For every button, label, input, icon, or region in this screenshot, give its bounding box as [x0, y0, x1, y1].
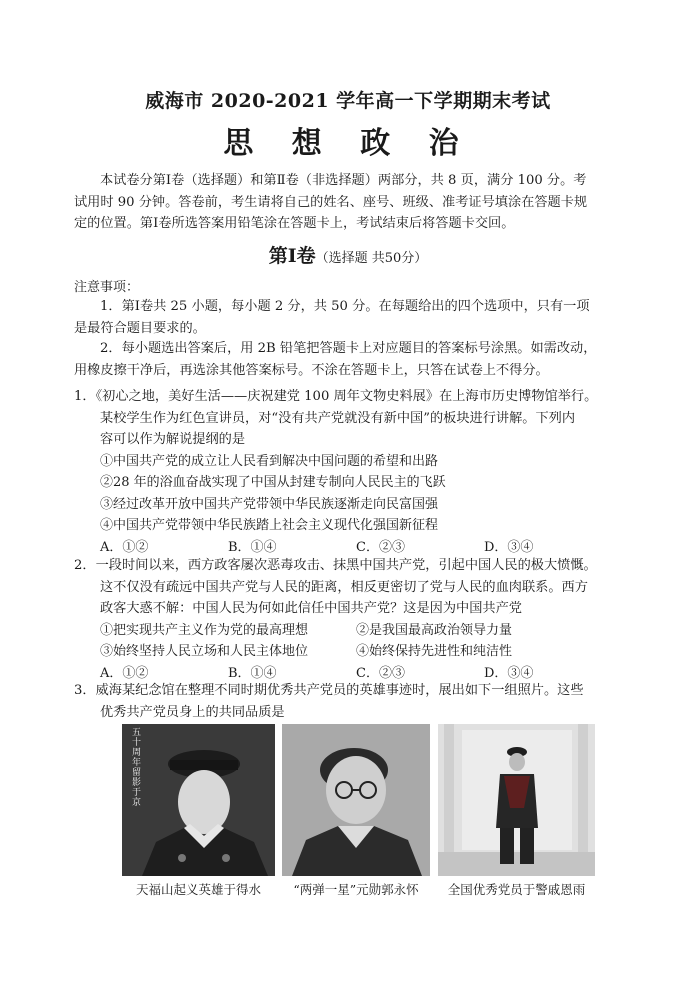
photo-inscription: 五十周年留影于京	[132, 728, 142, 808]
question-text-line: 3．威海某纪念馆在整理不同时期优秀共产党员的英雄事迹时，展出如下一组照片。这些	[74, 683, 584, 698]
question-2	[74, 555, 630, 684]
question-3	[74, 680, 630, 723]
question-1	[74, 386, 630, 558]
intro-paragraph	[74, 170, 626, 235]
question-text-line: 优秀共产党员身上的共同品质是	[100, 704, 285, 720]
question-option: ④始终保持先进性和纯洁性	[356, 644, 513, 659]
choice-d[interactable]: D．③④	[484, 539, 534, 555]
choice-a[interactable]: A．①②	[100, 539, 149, 555]
choice-b[interactable]: B．①④	[228, 539, 277, 555]
question-option: ③经过改革开放中国共产党带领中华民族逐渐走向民富国强	[100, 496, 439, 512]
intro-line: 本试卷分第Ⅰ卷（选择题）和第Ⅱ卷（非选择题）两部分，共 8 页，满分 100 分。考	[100, 173, 587, 188]
choice-b[interactable]: B．①④	[228, 665, 277, 681]
question-option: ③始终坚持人民立场和人民主体地位	[100, 644, 309, 659]
portrait-image	[122, 724, 275, 876]
notice-title: 注意事项：	[74, 280, 140, 295]
section-subtitle: （选择题 共50分）	[315, 251, 428, 266]
photo-caption: “两弹一星”元勋郭永怀	[293, 882, 419, 897]
question-text-line: 2．一段时间以来，西方政客屡次恶毒攻击、抹黑中国共产党，引起中国人民的极大愤慨。	[74, 558, 597, 573]
notice-line: 是最符合题目要求的。	[74, 320, 206, 336]
notice-item-1	[74, 296, 626, 339]
photo-officer-standing	[438, 724, 595, 876]
question-option: ④中国共产党带领中华民族踏上社会主义现代化强国新征程	[100, 518, 439, 533]
question-option: ②是我国最高政治领导力量	[356, 622, 513, 638]
photo-military-portrait	[122, 724, 275, 876]
section-heading	[0, 241, 696, 268]
choice-c[interactable]: C．②③	[356, 665, 405, 681]
intro-line: 试用时 90 分钟。答卷前，考生请将自己的姓名、座号、班级、准考证号填涂在答题卡规	[74, 194, 588, 210]
question-text-line: 政客大惑不解：中国人民为何如此信任中国共产党？这是因为中国共产党	[100, 601, 522, 616]
choice-c[interactable]: C．②③	[356, 539, 405, 555]
choice-d[interactable]: D．③④	[484, 665, 534, 681]
question-text-line: 某校学生作为红色宣讲员，对“没有共产党就没有新中国”的板块进行讲解。下列内	[100, 410, 576, 426]
exam-title: 威海市 2020-2021 学年高一下学期期末考试	[145, 90, 551, 112]
section-title: 第Ⅰ卷	[268, 245, 316, 267]
notice-line: 2．每小题选出答案后，用 2B 铅笔把答题卡上对应题目的答案标号涂黑。如需改动，	[100, 341, 597, 356]
notice-line: 1．第Ⅰ卷共 25 小题，每小题 2 分，共 50 分。在每题给出的四个选项中，只有一项	[100, 299, 590, 314]
question-option: ①中国共产党的成立让人民看到解决中国问题的希望和出路	[100, 453, 439, 469]
option-row	[74, 620, 630, 642]
photo-scientist-portrait	[282, 724, 430, 876]
question-text-line: 这不仅没有疏远中国共产党与人民的距离，相反更密切了党与人民的血肉联系。西方	[100, 579, 588, 595]
question-text-line: 1．《初心之地，美好生活——庆祝建党 100 周年文物史料展》在上海市历史博物馆举行。	[74, 389, 598, 404]
portrait-image	[282, 724, 430, 876]
choice-a[interactable]: A．①②	[100, 665, 149, 681]
notice-item-2	[74, 338, 626, 381]
option-row	[74, 641, 630, 663]
subject-title: 思 想 政 治	[223, 126, 473, 161]
question-text-line: 容可以作为解说提纲的是	[100, 432, 246, 447]
question-option: ①把实现共产主义作为党的最高理想	[100, 622, 309, 638]
intro-line: 定的位置。第Ⅰ卷所选答案用铅笔涂在答题卡上，考试结束后将答题卡交回。	[74, 216, 515, 231]
photo-caption: 全国优秀党员于警戚恩雨	[447, 882, 586, 897]
portrait-image	[438, 724, 595, 876]
notice-line: 用橡皮擦干净后，再选涂其他答案标号。不涂在答题卡上，只答在试卷上不得分。	[74, 362, 549, 378]
photo-caption: 天福山起义英雄于得水	[135, 882, 261, 897]
question-option: ②28 年的浴血奋战实现了中国从封建专制向人民民主的飞跃	[100, 475, 446, 490]
